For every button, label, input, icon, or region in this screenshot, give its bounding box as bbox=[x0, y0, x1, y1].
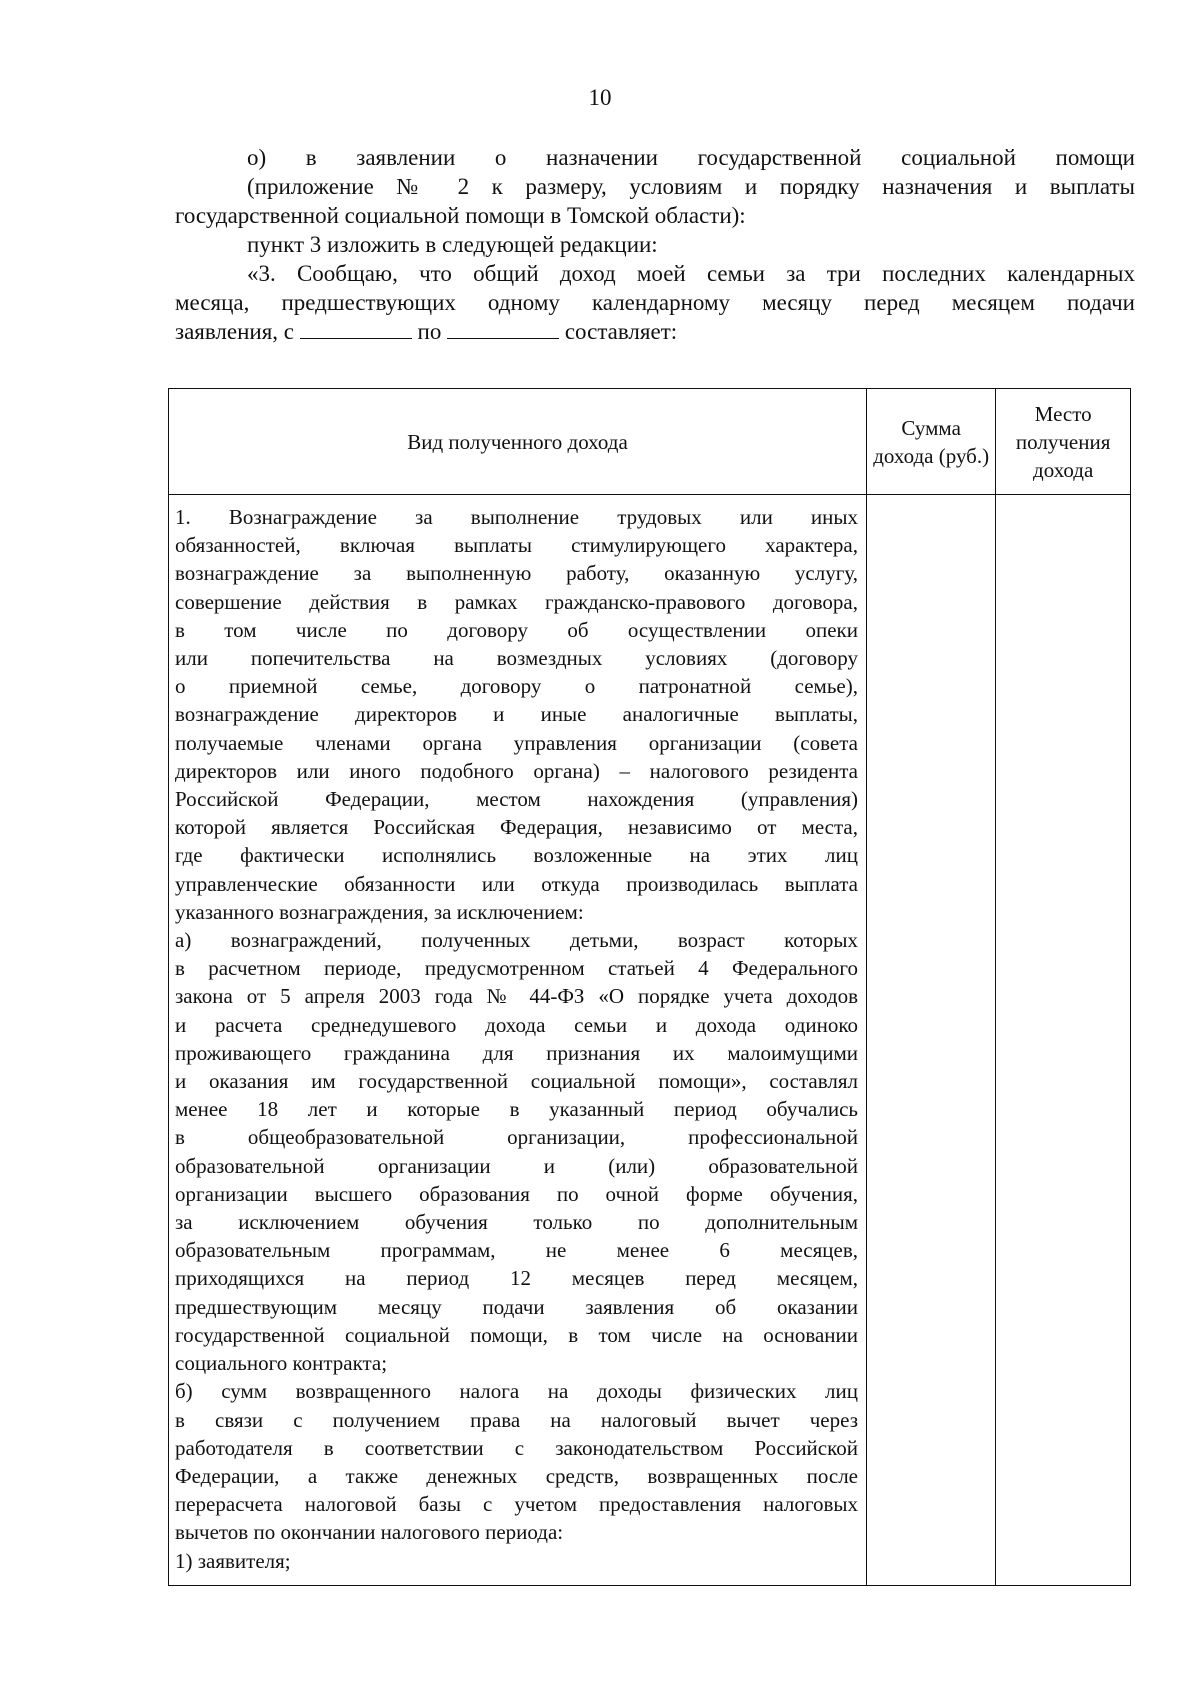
header-income-type: Вид полученного дохода bbox=[169, 389, 867, 495]
table-text-line: 1. Вознаграждение за выполнение трудовых или иных bbox=[175, 505, 858, 529]
table-text-line: и оказания им государственной социальной помощи», составлял bbox=[175, 1069, 858, 1094]
table-text-line: совершение действия в рамках гражданско-правового договора, bbox=[175, 589, 858, 614]
table-text-line: вознаграждение за выполненную работу, оказанную услугу, bbox=[175, 561, 858, 586]
page-number: 10 bbox=[588, 85, 612, 110]
table-text-line: приходящихся на период 12 месяцев перед месяцем, bbox=[175, 1266, 858, 1291]
table-text-line: б) сумм возвращенного налога на доходы физических лиц bbox=[175, 1379, 858, 1404]
income-type-cell bbox=[169, 495, 867, 1586]
income-place-cell[interactable] bbox=[996, 495, 1131, 1586]
date-from-label: заявления, с bbox=[175, 319, 295, 344]
date-from-blank bbox=[300, 320, 412, 339]
table-text-line: перерасчета налоговой базы с учетом предоставления налоговых bbox=[175, 1492, 858, 1517]
date-to-blank bbox=[447, 320, 559, 339]
table-text-line: государственной социальной помощи, в том числе на основании bbox=[175, 1322, 858, 1347]
table-text-line: указанного вознаграждения, за исключением: bbox=[175, 899, 584, 924]
table-text-line: в расчетном периоде, предусмотренном статьей 4 Федерального bbox=[175, 956, 858, 981]
table-text-line: вознаграждение директоров и иные аналогичные выплаты, bbox=[175, 702, 858, 727]
intro-line-last bbox=[175, 317, 1135, 346]
table-text-line: в связи с получением права на налоговый вычет через bbox=[175, 1407, 858, 1432]
intro-line: месяца, предшествующих одному календарному месяцу перед месяцем подачи bbox=[175, 290, 1135, 315]
table-text-line: а) вознаграждений, полученных детьми, возраст которых bbox=[175, 928, 858, 953]
table-text-line: образовательным программам, не менее 6 месяцев, bbox=[175, 1238, 858, 1263]
table-text-line: которой является Российская Федерация, независимо от места, bbox=[175, 815, 858, 840]
table-text-line: в том числе по договору об осуществлении опеки bbox=[175, 617, 858, 642]
table-row bbox=[169, 495, 1131, 1586]
table-text-line: директоров или иного подобного органа) – налогового резидента bbox=[175, 758, 858, 783]
table-text-line: и расчета среднедушевого дохода семьи и дохода одиноко bbox=[175, 1012, 858, 1037]
table-text-line: закона от 5 апреля 2003 года № 44-ФЗ «О порядке учета доходов bbox=[175, 984, 858, 1009]
header-income-place: Место получения дохода bbox=[996, 389, 1131, 495]
intro-text bbox=[175, 143, 1135, 346]
table-text-line: за исключением обучения только по дополнительным bbox=[175, 1210, 858, 1235]
intro-paragraph-3 bbox=[175, 259, 1135, 346]
table-text-line: обязанностей, включая выплаты стимулирующего характера, bbox=[175, 533, 858, 558]
table-text-line: Российской Федерации, местом нахождения (управления) bbox=[175, 787, 858, 812]
table-header-row bbox=[169, 389, 1131, 495]
income-amount-cell[interactable] bbox=[867, 495, 996, 1586]
intro-paragraph-1 bbox=[175, 143, 1135, 230]
table-text-line: организации высшего образования по очной форме обучения, bbox=[175, 1181, 858, 1206]
table-text-line: Федерации, а также денежных средств, возвращенных после bbox=[175, 1463, 858, 1488]
header-income-amount: Сумма дохода (руб.) bbox=[867, 389, 996, 495]
income-table bbox=[168, 388, 1131, 1586]
table-text-line: вычетов по окончании налогового периода: bbox=[175, 1520, 564, 1545]
table-text-line: в общеобразовательной организации, профессиональной bbox=[175, 1125, 858, 1150]
table-text-line: образовательной организации и (или) образовательной bbox=[175, 1153, 858, 1178]
table-text-line: управленческие обязанности или откуда производилась выплата bbox=[175, 871, 858, 896]
table-text-line: работодателя в соответствии с законодательством Российской bbox=[175, 1435, 858, 1460]
table-text-line: менее 18 лет и которые в указанный период обучались bbox=[175, 1097, 858, 1122]
table-text-line: предшествующим месяцу подачи заявления об оказании bbox=[175, 1294, 858, 1319]
table-text-line: или попечительства на возмездных условиях (договору bbox=[175, 646, 858, 671]
table-text-line: социального контракта; bbox=[175, 1351, 388, 1376]
date-to-label: по bbox=[417, 319, 442, 344]
table-text-line: где фактически исполнялись возложенные на этих лиц bbox=[175, 843, 858, 868]
intro-line: государственной социальной помощи в Томской области): bbox=[175, 203, 746, 228]
intro-line: (приложение № 2 к размеру, условиям и порядку назначения и выплаты bbox=[247, 174, 1135, 199]
table-text-line: получаемые членами органа управления организации (совета bbox=[175, 730, 858, 755]
table-text-line: проживающего гражданина для признания их малоимущими bbox=[175, 1040, 858, 1065]
table-text-line: о приемной семье, договору о патронатной семье), bbox=[175, 674, 858, 699]
intro-paragraph-2: пункт 3 изложить в следующей редакции: bbox=[247, 232, 658, 257]
intro-line: «3. Сообщаю, что общий доход моей семьи за три последних календарных bbox=[247, 261, 1135, 286]
intro-line: о) в заявлении о назначении государственной социальной помощи bbox=[247, 145, 1135, 170]
table-text-line: 1) заявителя; bbox=[175, 1548, 291, 1573]
income-type-text bbox=[175, 503, 858, 1575]
total-label: составляет: bbox=[564, 319, 678, 344]
